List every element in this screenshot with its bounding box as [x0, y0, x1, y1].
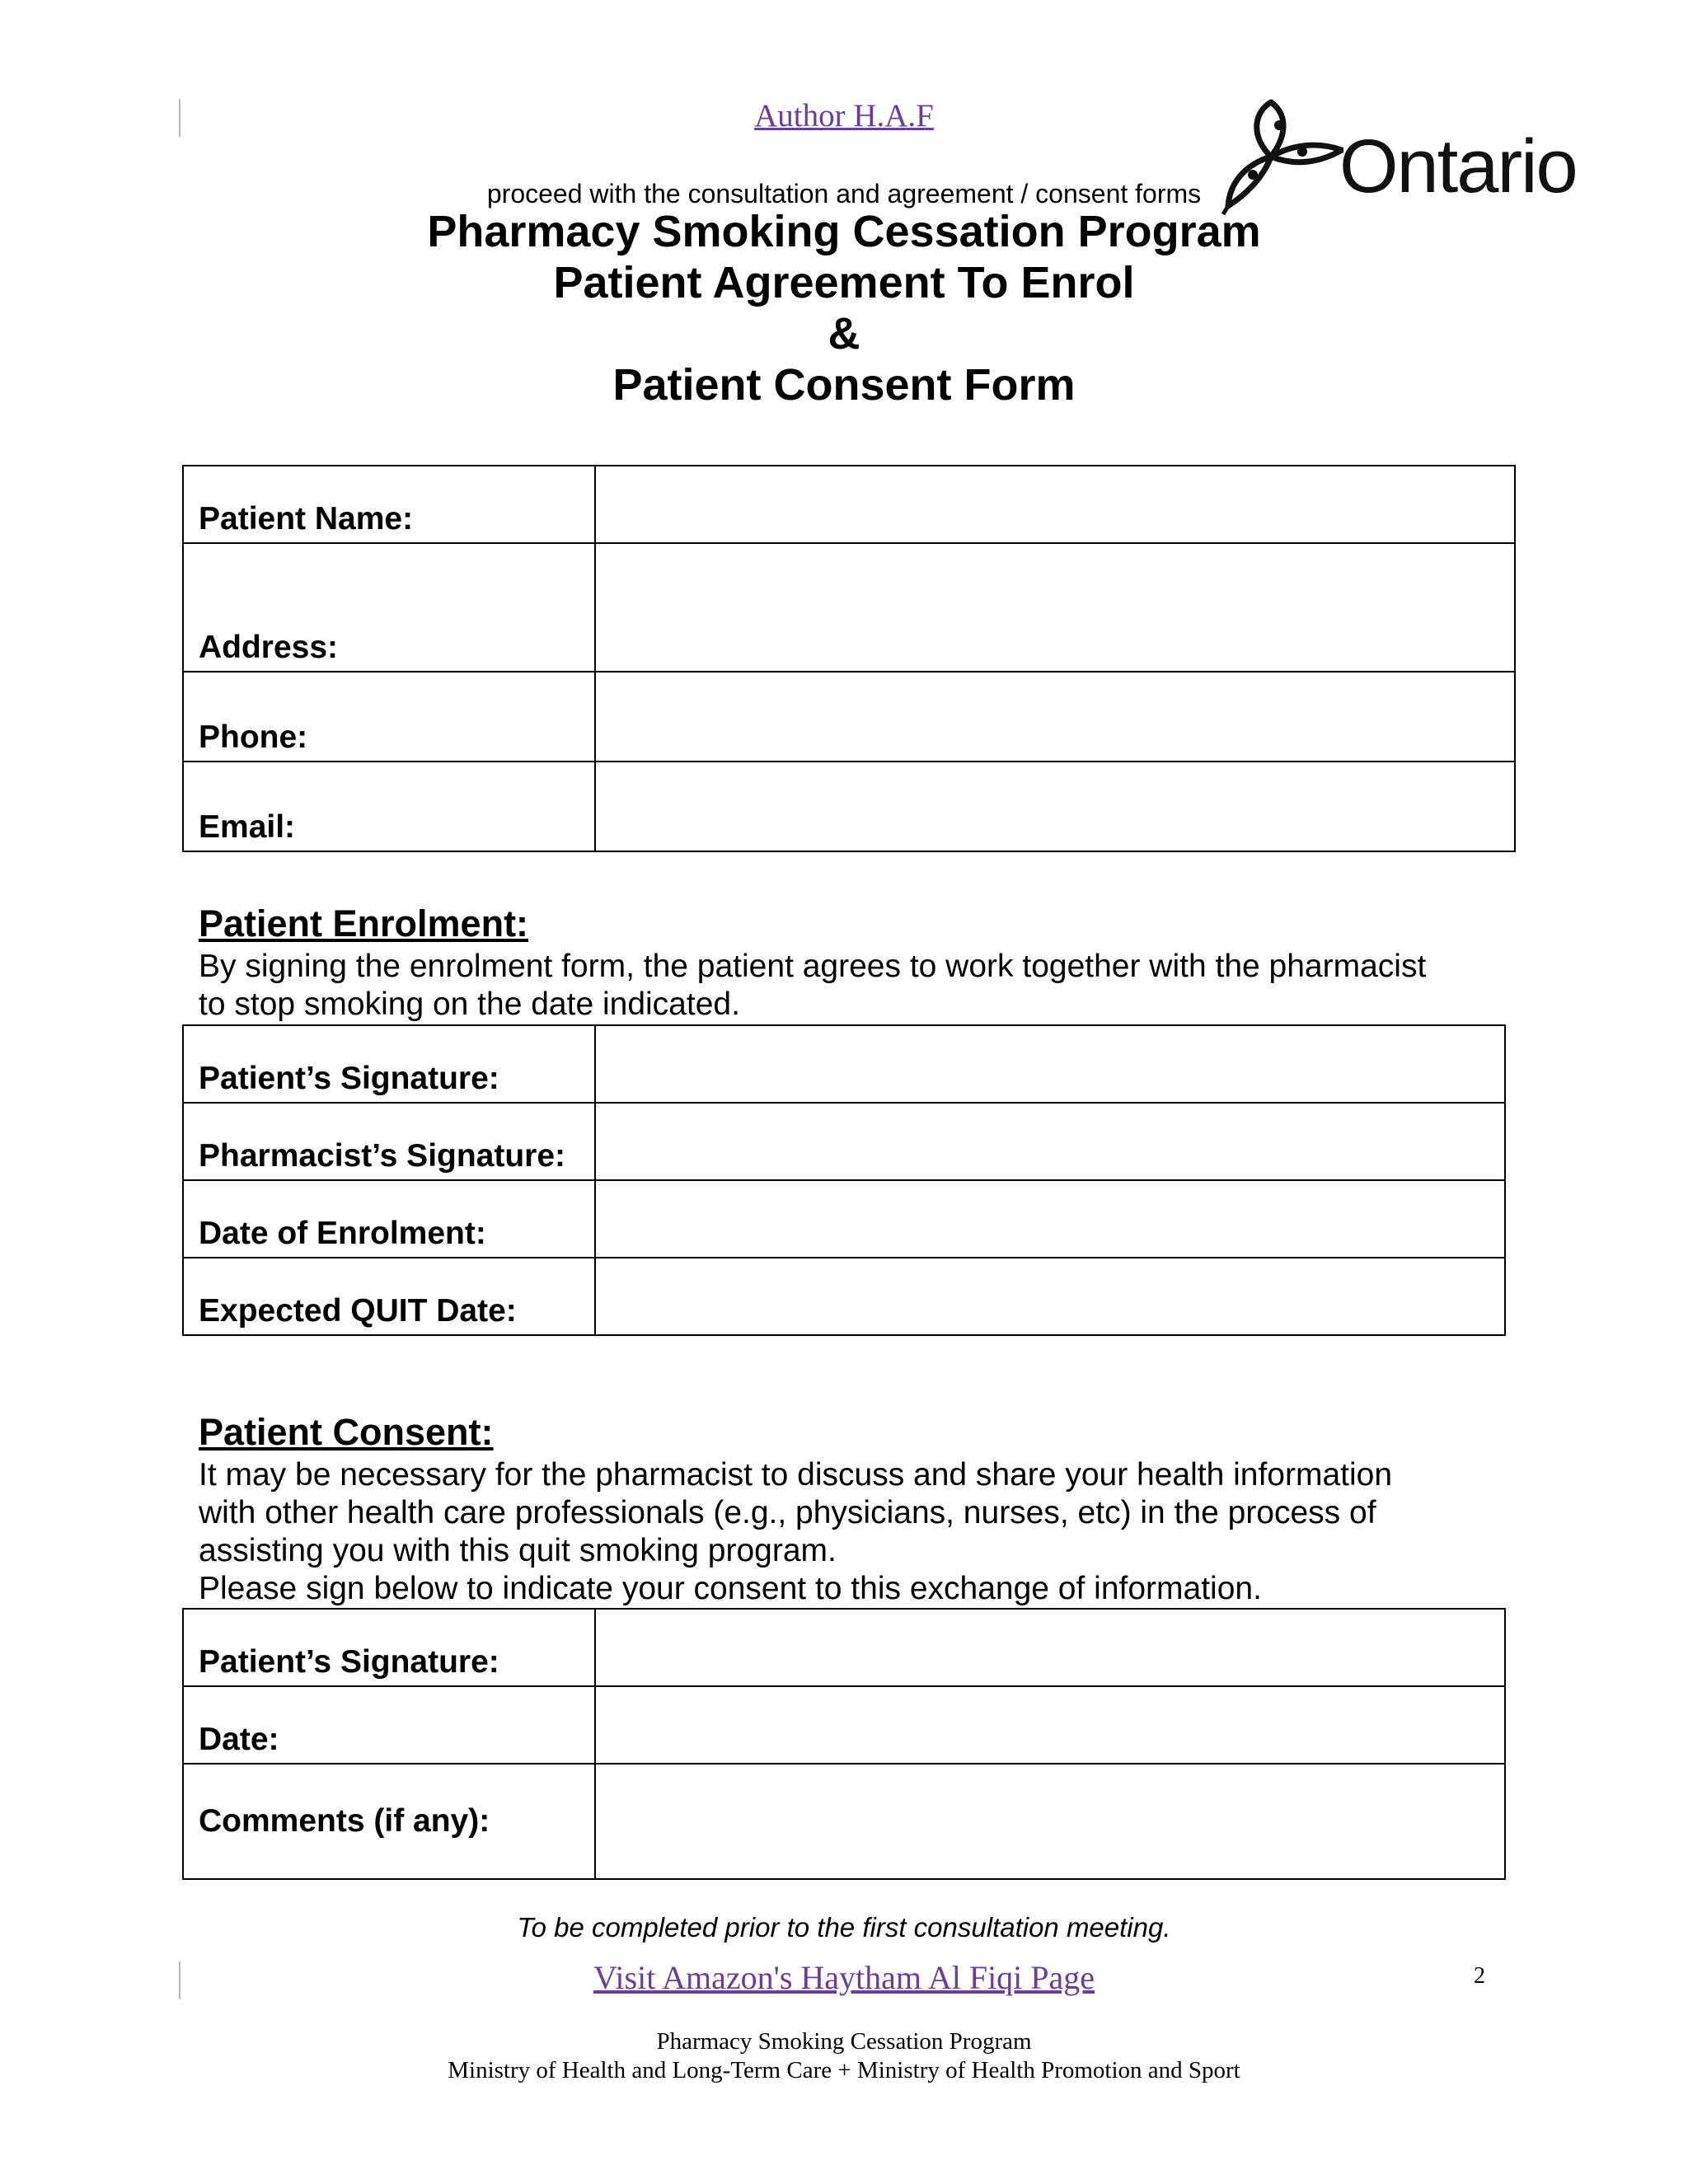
phone-field[interactable] — [595, 672, 1515, 762]
table-row — [183, 1609, 1505, 1686]
ontario-logo — [1220, 92, 1577, 216]
enrolment-patient-signature-field[interactable] — [595, 1025, 1505, 1103]
pharmacist-signature-field[interactable] — [595, 1103, 1505, 1180]
enrolment-date-field[interactable] — [595, 1180, 1505, 1258]
enrolment-table — [182, 1024, 1506, 1336]
table-row — [183, 1103, 1505, 1180]
address-field[interactable] — [595, 543, 1515, 672]
footer-program-line: Pharmacy Smoking Cessation Program — [656, 2028, 1032, 2055]
title-line: Pharmacy Smoking Cessation Program — [427, 207, 1261, 256]
ontario-wordmark: Ontario — [1339, 124, 1577, 209]
enrolment-text-line: to stop smoking on the date indicated. — [199, 987, 740, 1022]
email-field[interactable] — [595, 762, 1515, 851]
table-row — [183, 672, 1515, 762]
consent-heading: Patient Consent: — [199, 1411, 494, 1453]
title-line: & — [828, 309, 860, 359]
enrolment-patient-signature-label: Patient’s Signature: — [183, 1025, 595, 1103]
trillium-icon — [1220, 92, 1343, 216]
table-row — [183, 1258, 1505, 1335]
table-row — [183, 1764, 1505, 1879]
consent-date-label: Date: — [183, 1686, 595, 1764]
table-row — [183, 543, 1515, 672]
address-label: Address: — [183, 543, 595, 672]
consent-text-line: assisting you with this quit smoking program. — [199, 1533, 837, 1568]
patient-info-table — [182, 465, 1516, 852]
consent-text-line: It may be necessary for the pharmacist to discuss and share your health information — [199, 1457, 1393, 1493]
title-line: Patient Agreement To Enrol — [553, 258, 1135, 307]
author-link[interactable]: Author H.A.F — [754, 98, 934, 134]
completion-note: To be completed prior to the first consultation meeting. — [517, 1912, 1171, 1943]
patient-name-field[interactable] — [595, 466, 1515, 543]
enrolment-text — [199, 948, 1426, 1024]
comments-field[interactable] — [595, 1764, 1505, 1879]
comments-label: Comments (if any): — [183, 1764, 595, 1879]
consent-patient-signature-field[interactable] — [595, 1609, 1505, 1686]
enrolment-date-label: Date of Enrolment: — [183, 1180, 595, 1258]
footer-ministry-line: Ministry of Health and Long-Term Care + Ministry of Health Promotion and Sport — [448, 2057, 1240, 2083]
title-line: Patient Consent Form — [612, 360, 1076, 410]
quit-date-field[interactable] — [595, 1258, 1505, 1335]
phone-label: Phone: — [183, 672, 595, 762]
form-title — [0, 206, 1688, 410]
enrolment-text-line: By signing the enrolment form, the patient agrees to work together with the pharmacist — [199, 949, 1427, 984]
consent-patient-signature-label: Patient’s Signature: — [183, 1609, 595, 1686]
table-row — [183, 1180, 1505, 1258]
consent-date-field[interactable] — [595, 1686, 1505, 1764]
proceed-note: proceed with the consultation and agreement / consent forms — [486, 179, 1202, 209]
quit-date-label: Expected QUIT Date: — [183, 1258, 595, 1335]
table-row — [183, 1686, 1505, 1764]
consent-table — [182, 1608, 1506, 1880]
patient-name-label: Patient Name: — [183, 466, 595, 543]
consent-text-line: Please sign below to indicate your consent to this exchange of information. — [199, 1571, 1262, 1606]
consent-text-line: with other health care professionals (e.g., physicians, nurses, etc) in the process of — [199, 1495, 1376, 1530]
enrolment-heading: Patient Enrolment: — [199, 902, 529, 944]
pharmacist-signature-label: Pharmacist’s Signature: — [183, 1103, 595, 1180]
table-row — [183, 1025, 1505, 1103]
page-footer — [0, 2027, 1688, 2085]
amazon-link[interactable]: Visit Amazon's Haytham Al Fiqi Page — [593, 1959, 1095, 1996]
consent-text — [199, 1456, 1392, 1608]
table-row — [183, 466, 1515, 543]
email-label: Email: — [183, 762, 595, 851]
page-number: 2 — [1474, 1963, 1485, 1989]
table-row — [183, 762, 1515, 851]
